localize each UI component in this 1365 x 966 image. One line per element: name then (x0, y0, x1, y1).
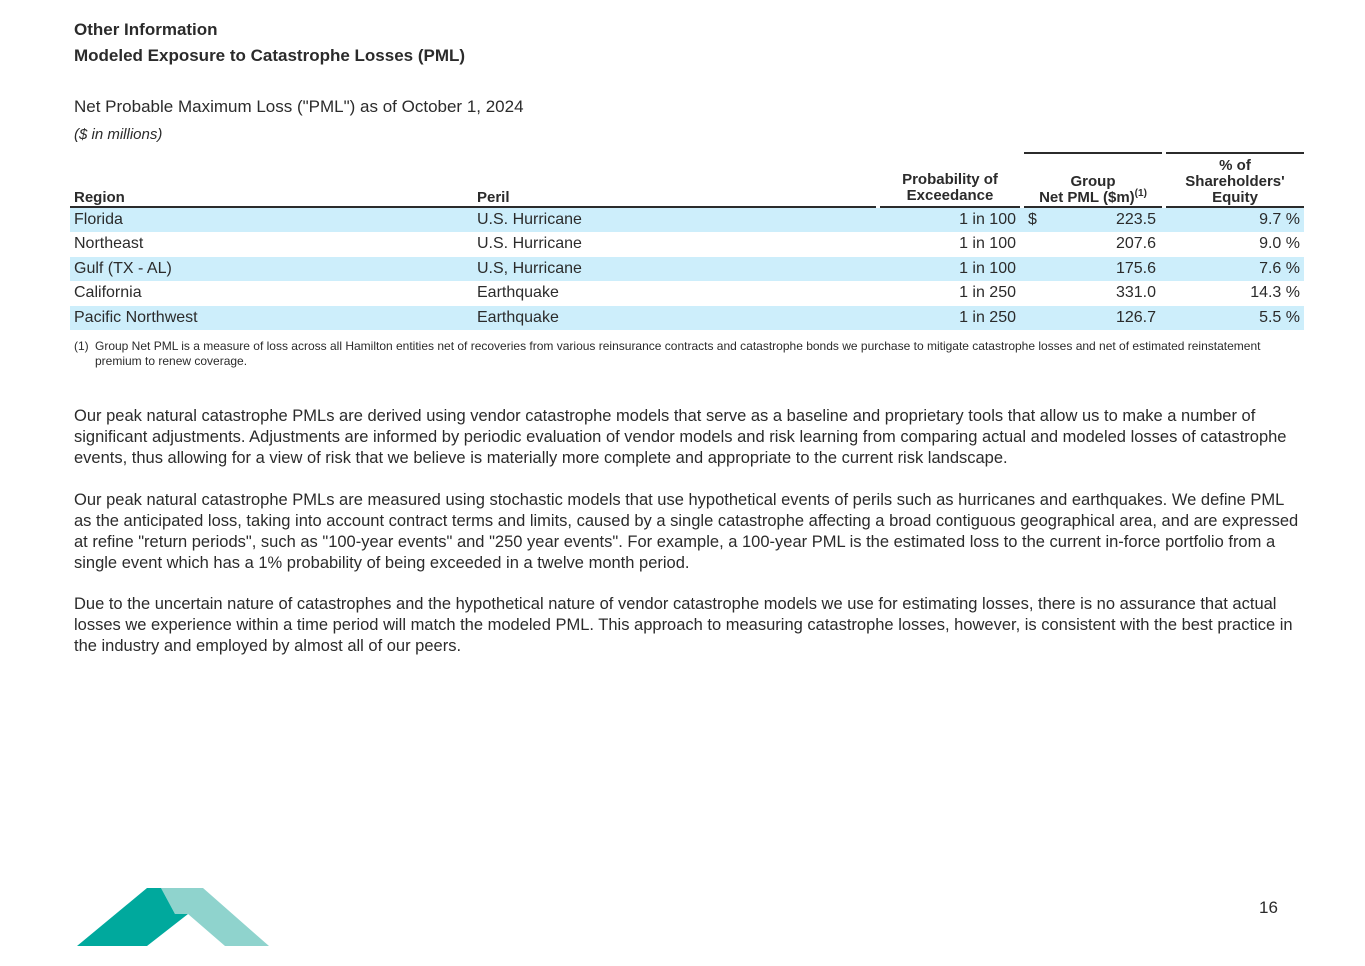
cell-peril: Earthquake (477, 308, 559, 326)
cell-probability: 1 in 100 (959, 235, 1016, 253)
units-note: ($ in millions) (74, 126, 163, 143)
cell-peril: U.S, Hurricane (477, 259, 582, 277)
body-paragraph: Our peak natural catastrophe PMLs are derived using vendor catastrophe models that serve as a baseline and proprietary tools that allow us to make a number of significant adjustments. Adjustments are informed by periodic evaluation of vendor models and risk learning from comparing actual and modeled losses of catastrophe events, thus allowing for a view of risk that we believe is materially more complete and appropriate to the current risk landscape. (74, 406, 1287, 468)
col-header-region: Region (74, 189, 125, 206)
table-row (70, 281, 1304, 305)
cell-region: Gulf (TX - AL) (74, 259, 172, 277)
cell-currency: $ (1028, 211, 1037, 228)
cell-equity: 7.6 % (1259, 259, 1300, 277)
cell-peril: Earthquake (477, 284, 559, 302)
cell-equity: 9.7 % (1259, 211, 1300, 228)
col-header-pml-line2 (1024, 190, 1162, 206)
cell-probability: 1 in 250 (959, 284, 1016, 302)
table-row (70, 257, 1304, 281)
cell-pml: 175.6 (1115, 259, 1156, 277)
cell-pml: 207.6 (1115, 235, 1156, 253)
company-logo (77, 888, 269, 946)
col-header-peril: Peril (477, 189, 510, 206)
col-header-equity-line3: Equity (1212, 189, 1258, 206)
col-header-probability-line1: Probability of (902, 171, 998, 188)
cell-probability: 1 in 250 (959, 308, 1016, 326)
page-title: Modeled Exposure to Catastrophe Losses (PML) (74, 46, 466, 65)
col-header-pml-text: Net PML ($m) (1039, 189, 1135, 206)
cell-probability: 1 in 100 (959, 211, 1016, 228)
cell-probability: 1 in 100 (959, 259, 1016, 277)
footnote-text: Group Net PML is a measure of loss across all Hamilton entities net of recoveries from various reinsurance contracts and catastrophe bonds we purchase to mitigate catastrophe losses and net of estimated reinstatement premium to renew coverage. (95, 339, 1261, 368)
col-header-probability (880, 152, 1020, 206)
cell-equity: 9.0 % (1259, 235, 1300, 253)
cell-region: Pacific Northwest (74, 308, 198, 326)
table-title: Net Probable Maximum Loss ("PML") as of October 1, 2024 (74, 97, 524, 116)
body-paragraph: Our peak natural catastrophe PMLs are measured using stochastic models that use hypothetical events of perils such as hurricanes and earthquakes. We define PML as the anticipated loss, taking into account contract terms and limits, caused by a single catastrophe affecting a broad contiguous geographical area, and are expressed at refine "return periods", such as "100-year events" and "250 year events". For example, a 100-year PML is the estimated loss to the current in-force portfolio from a single event which has a 1% probability of being exceeded in a twelve month period. (74, 490, 1299, 573)
footnote-ref: (1) (1134, 188, 1147, 199)
cell-region: Florida (74, 211, 123, 228)
body-paragraph: Due to the uncertain nature of catastrophes and the hypothetical nature of vendor catastrophe models we use for estimating losses, there is no assurance that actual losses we experience within a time period will match the modeled PML. This approach to measuring catastrophe losses, however, is consistent with the best practice in the industry and employed by almost all of our peers. (74, 594, 1293, 656)
table-header (70, 152, 1304, 208)
pml-table (70, 152, 1304, 330)
col-header-pml (1024, 152, 1162, 208)
footnote-mark: (1) (74, 339, 89, 353)
cell-region: Northeast (74, 235, 144, 253)
col-header-equity-line2: Shareholders' (1185, 173, 1285, 190)
col-header-equity (1166, 152, 1304, 208)
table-row (70, 306, 1304, 330)
cell-peril: U.S. Hurricane (477, 235, 582, 253)
table-row (70, 208, 1304, 232)
cell-pml: 223.5 (1115, 211, 1156, 228)
col-header-pml-line1: Group (1070, 173, 1116, 190)
cell-equity: 14.3 % (1250, 284, 1300, 302)
cell-pml: 126.7 (1115, 308, 1156, 326)
cell-pml: 331.0 (1115, 284, 1156, 302)
cell-peril: U.S. Hurricane (477, 211, 582, 228)
col-header-equity-line1: % of (1219, 157, 1251, 174)
col-header-probability-line2: Exceedance (906, 187, 994, 204)
table-row (70, 232, 1304, 256)
footnote (74, 339, 1305, 369)
cell-region: California (74, 284, 142, 302)
page-number: 16 (1259, 898, 1278, 917)
cell-equity: 5.5 % (1259, 308, 1300, 326)
section-heading: Other Information (74, 20, 218, 39)
